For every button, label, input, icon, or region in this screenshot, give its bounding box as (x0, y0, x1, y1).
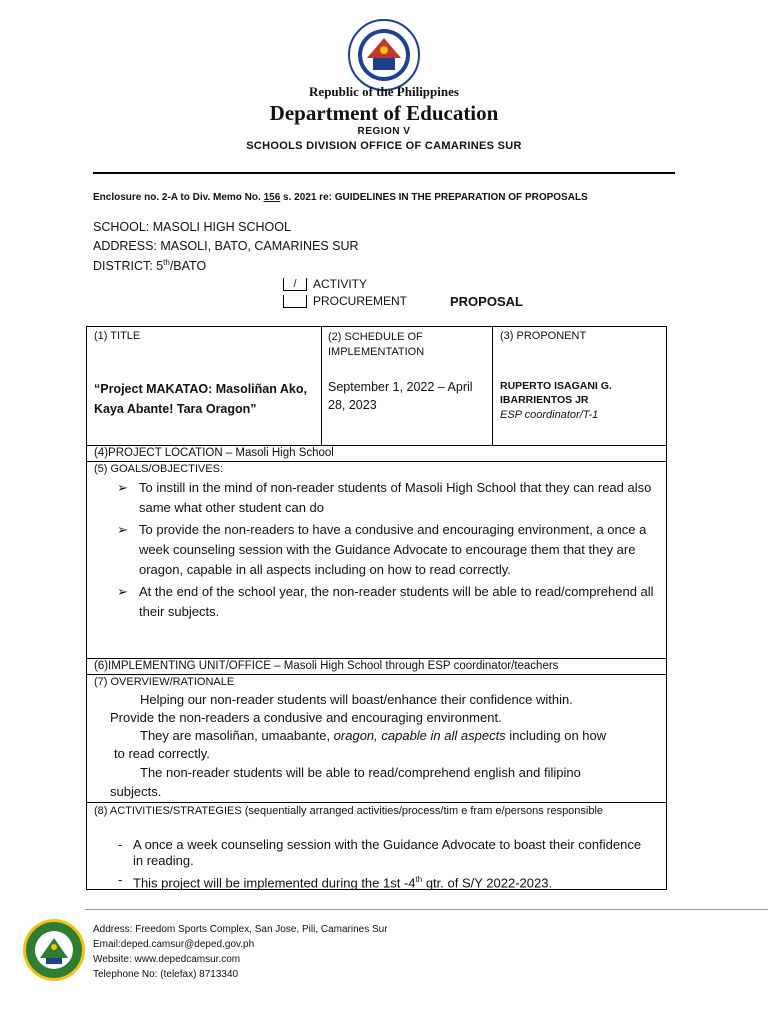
division-office-logo (22, 918, 86, 982)
activity-sup: th (415, 875, 423, 884)
dash-bullet: - (118, 872, 123, 887)
overview-cell (86, 674, 667, 803)
enclosure-suffix: s. 2021 re: GUIDELINES IN THE PREPARATION OF PROPOSALS (280, 192, 588, 203)
school-district (93, 258, 206, 273)
department-heading: Department of Education (269, 101, 499, 125)
enclosure-prefix: Enclosure no. 2-A to Div. Memo No. (93, 192, 264, 203)
district-suffix: /BATO (169, 259, 207, 274)
proponent-cell (492, 326, 667, 446)
title-header: (1) TITLE (94, 330, 141, 342)
title-value: “Project MAKATAO: Masoliñan Ako, Kaya Abante! Tara Oragon” (94, 382, 307, 416)
goal-item (87, 520, 662, 580)
project-location: (4)PROJECT LOCATION – Masoli High School (94, 447, 334, 459)
school-address: ADDRESS: MASOLI, BATO, CAMARINES SUR (93, 239, 359, 253)
activity-text: This project will be implemented during the 1st -4 (133, 875, 416, 891)
overview-para-2: Provide the non-readers a condusive and encouraging environment. (110, 710, 502, 725)
activity-item (87, 837, 647, 869)
activity-item (87, 872, 647, 891)
procurement-label: PROCUREMENT (313, 294, 408, 308)
activities-header: (8) ACTIVITIES/STRATEGIES (sequentially arranged activities/process/tim e fram e/persons responsible (94, 805, 604, 817)
implementing-unit: (6)IMPLEMENTING UNIT/OFFICE – Masoli High School through ESP coordinator/teachers (94, 660, 559, 672)
footer-telephone: Telephone No: (telefax) 8713340 (93, 969, 239, 980)
goal-text: To provide the non-readers to have a condusive and encouraging environment, a once a week counseling session with the Guidance Advocate to encourage them that they are oragon, capable in all aspects including on how to read correctly. (139, 522, 647, 577)
deped-seal-logo (347, 18, 421, 92)
activity-text-end: qtr. of S/Y 2022-2023. (422, 875, 553, 891)
goal-text: To instill in the mind of non-reader students of Masoli High School that they can read also same what other student can do (139, 480, 652, 515)
arrow-bullet-icon: ➢ (117, 584, 128, 599)
goals-header: (5) GOALS/OBJECTIVES: (94, 463, 223, 475)
procurement-option (283, 294, 407, 308)
implementing-cell (86, 658, 667, 675)
location-cell (86, 445, 667, 462)
overview-para-3 (140, 728, 606, 743)
footer-address: Address: Freedom Sports Complex, San Jose, Pili, Camarines Sur (93, 924, 388, 935)
overview-p3-a: They are masoliñan, umaabante, (140, 728, 334, 743)
schedule-value: September 1, 2022 – April 28, 2023 (328, 380, 473, 412)
republic-heading: Republic of the Philippines (309, 84, 459, 99)
dash-bullet: - (118, 837, 123, 852)
district-sup: th (163, 258, 170, 267)
goal-item (87, 478, 662, 518)
footer-email: Email:deped.camsur@deped.gov.ph (93, 939, 255, 950)
footer-divider (85, 909, 768, 910)
goals-cell (86, 461, 667, 659)
activities-cell (86, 802, 667, 890)
proponent-name: RUPERTO ISAGANI G. IBARRIENTOS JR (500, 380, 612, 406)
school-name: SCHOOL: MASOLI HIGH SCHOOL (93, 220, 291, 234)
region-heading: REGION V (357, 126, 411, 137)
footer-website: Website: www.depedcamsur.com (93, 954, 241, 965)
title-cell (86, 326, 322, 446)
overview-p3-italic: oragon, capable in all aspects (333, 728, 506, 743)
proponent-header: (3) PROPONENT (500, 330, 587, 342)
arrow-bullet-icon: ➢ (117, 480, 128, 495)
overview-p3-c: including on how (505, 728, 607, 743)
overview-header: (7) OVERVIEW/RATIONALE (94, 676, 235, 688)
arrow-bullet-icon: ➢ (117, 522, 128, 537)
schedule-header: (2) SCHEDULE OF IMPLEMENTATION (328, 331, 425, 358)
schedule-cell (321, 326, 493, 446)
procurement-checkbox (283, 295, 307, 308)
division-heading: SCHOOLS DIVISION OFFICE OF CAMARINES SUR (246, 140, 522, 152)
activity-label: ACTIVITY (313, 277, 368, 291)
overview-para-4: The non-reader students will be able to read/comprehend english and filipino (140, 765, 581, 780)
enclosure-line (93, 192, 588, 203)
activity-checkbox: / (283, 278, 307, 291)
goal-text: At the end of the school year, the non-reader students will be able to read/comprehend all their subjects. (139, 584, 654, 619)
goal-item (87, 582, 662, 622)
proponent-role: ESP coordinator/T-1 (500, 409, 599, 421)
activity-text: A once a week counseling session with the Guidance Advocate to boast their confidence in reading. (133, 837, 642, 868)
overview-para-4-cont: subjects. (110, 784, 162, 799)
goals-list (87, 478, 662, 622)
proposal-label: PROPOSAL (450, 294, 523, 309)
overview-para-3-cont: to read correctly. (114, 746, 210, 761)
memo-number: 156 (263, 192, 281, 203)
header-divider (93, 172, 675, 174)
activities-list (87, 837, 647, 891)
district-prefix: DISTRICT: 5 (93, 259, 164, 274)
overview-para-1: Helping our non-reader students will boast/enhance their confidence within. (140, 692, 573, 707)
activity-option (283, 277, 367, 291)
